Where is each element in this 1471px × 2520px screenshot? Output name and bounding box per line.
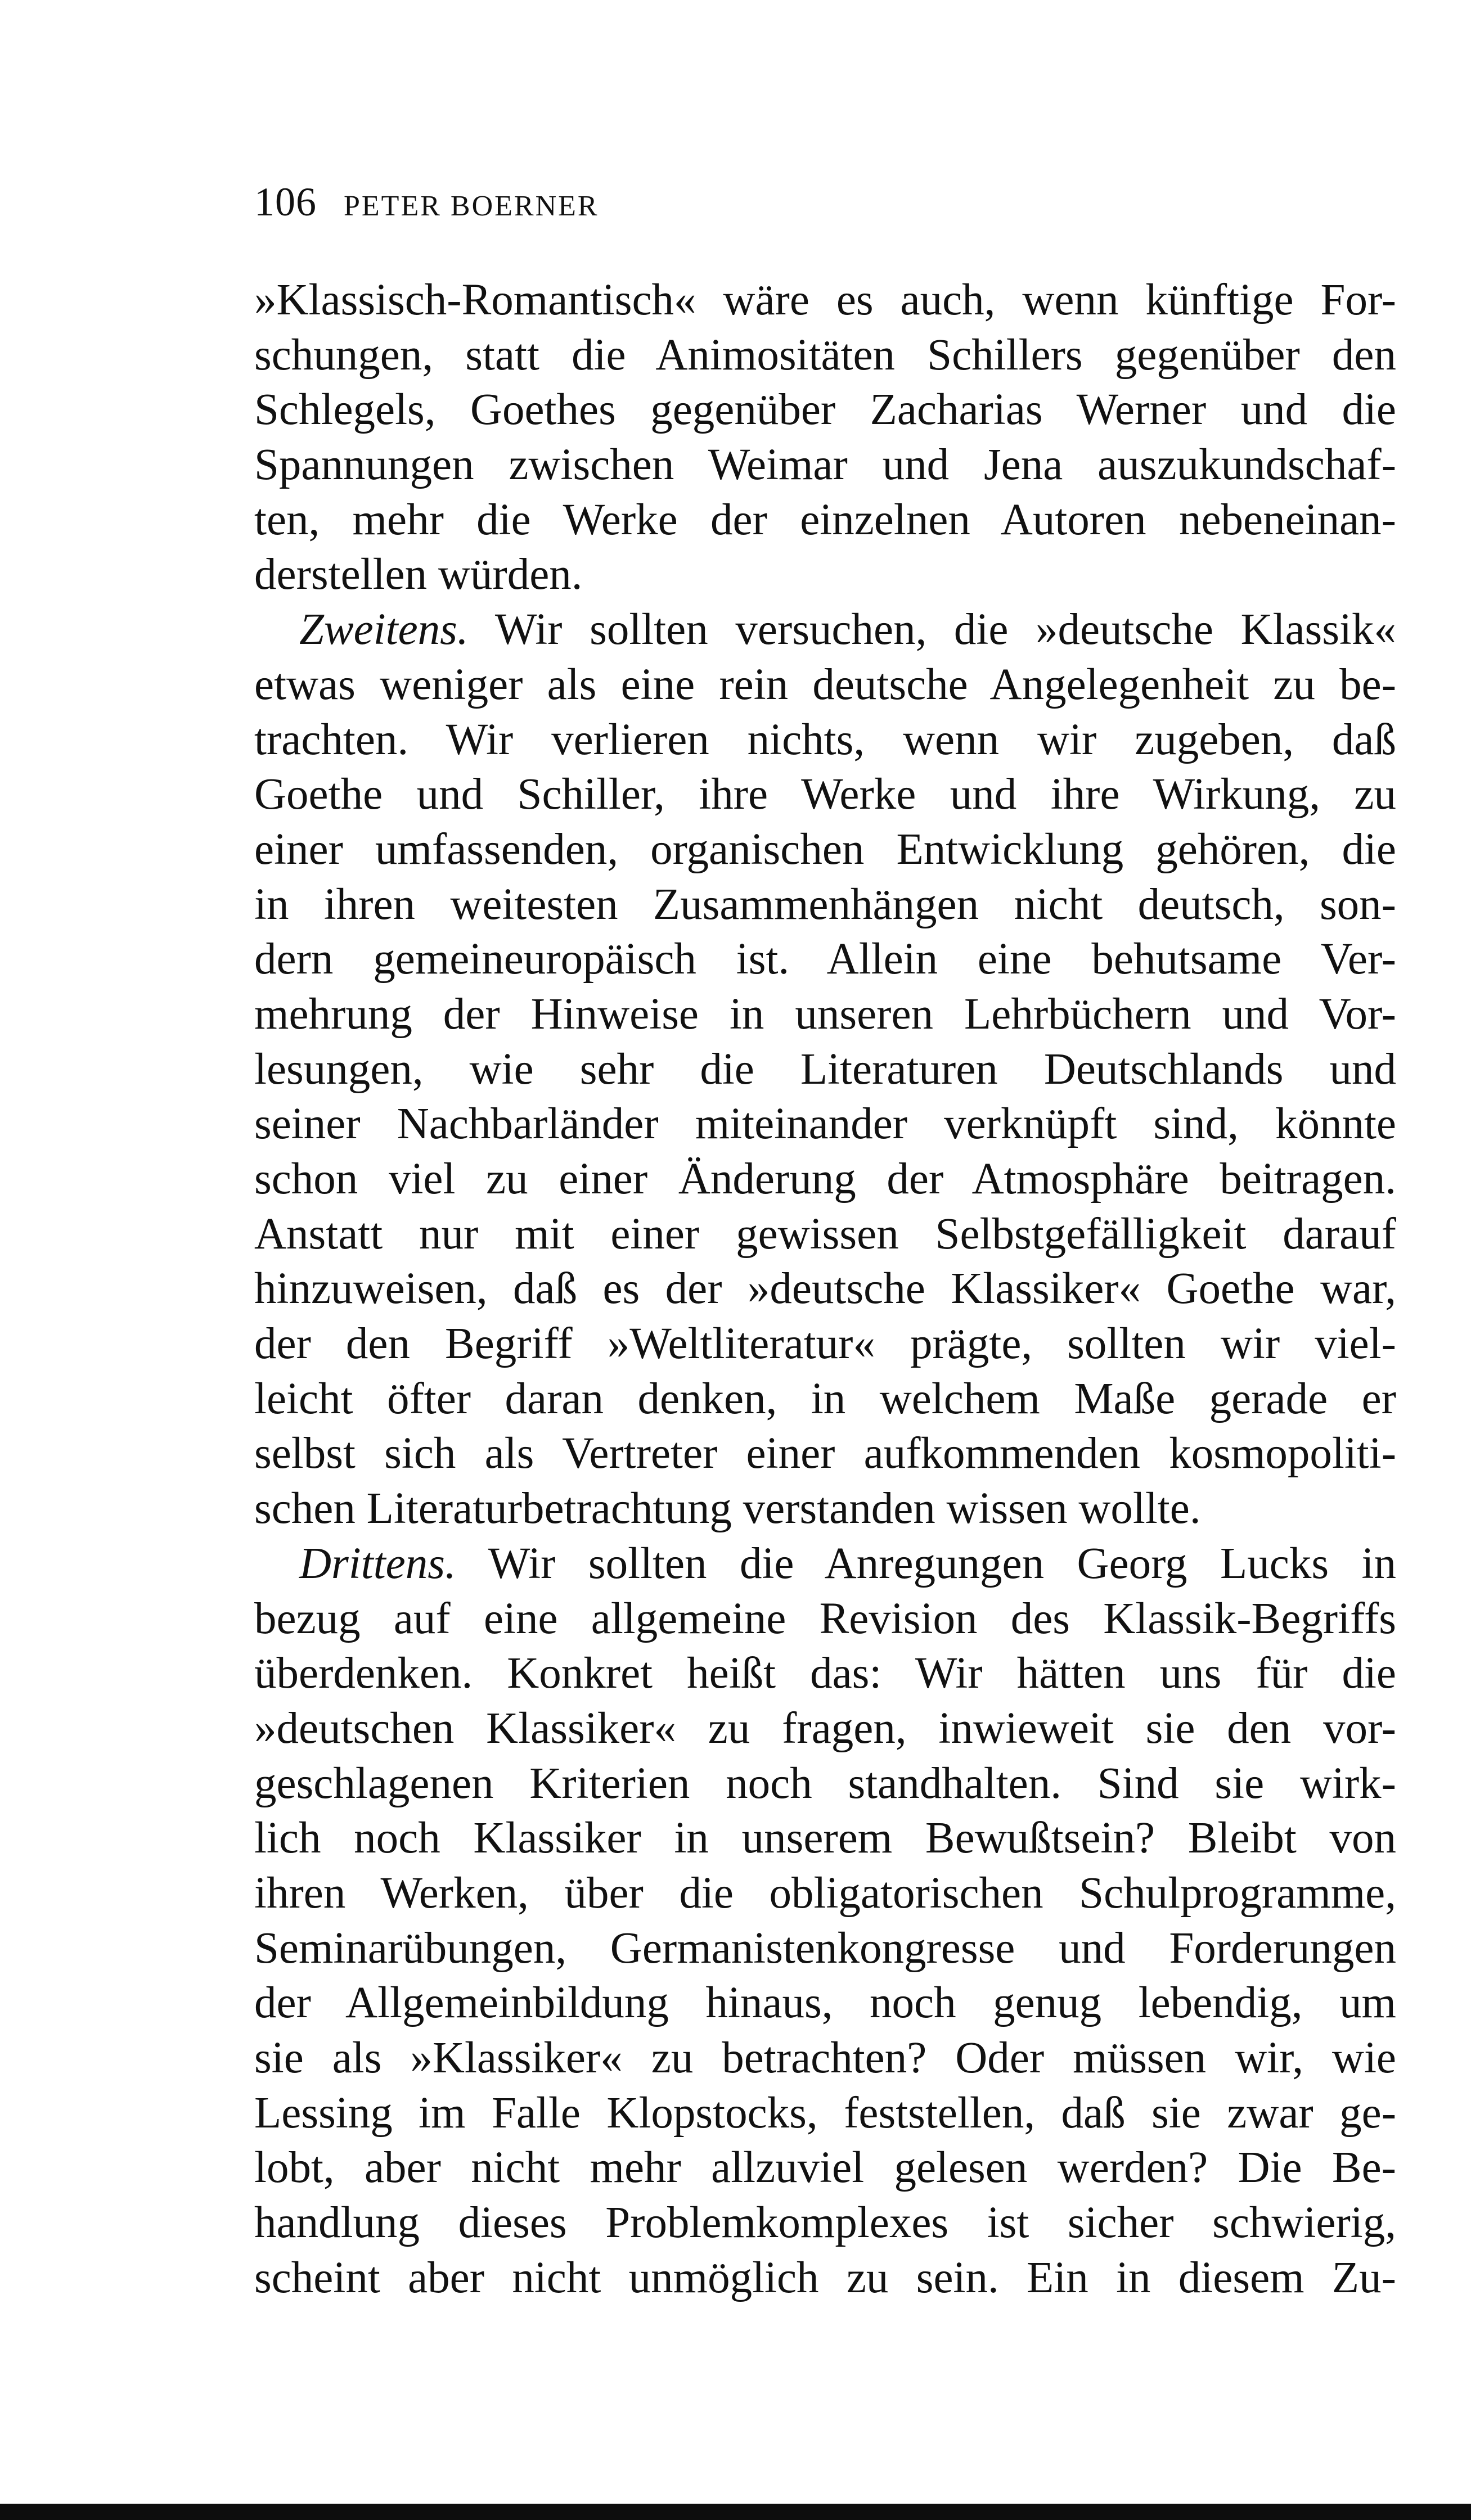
text-line: Seminarübungen, Germanistenkongresse und Forderungen [254, 1923, 1396, 1973]
text-line: leicht öfter daran denken, in welchem Maße gerade er [254, 1374, 1396, 1423]
text-line: lich noch Klassiker in unserem Bewußtsein? Bleibt von [254, 1814, 1396, 1863]
text-line: schon viel zu einer Änderung der Atmosphäre beitragen. [254, 1155, 1396, 1203]
paragraph-start-line: Zweitens. Wir sollten versuchen, die »deutsche Klassik« [299, 605, 1396, 655]
text-line: dern gemeineuropäisch ist. Allein eine behutsame Ver- [254, 935, 1396, 984]
text-line: selbst sich als Vertreter einer aufkommenden kosmopoliti- [254, 1429, 1396, 1478]
text-line: der den Begriff »Weltliteratur« prägte, sollten wir viel- [254, 1319, 1396, 1369]
text-line: ihren Werken, über die obligatorischen Schulprogramme, [254, 1868, 1396, 1918]
text-line: sie als »Klassiker« zu betrachten? Oder müssen wir, wie [254, 2034, 1396, 2082]
text-line: etwas weniger als eine rein deutsche Angelegenheit zu be- [254, 660, 1396, 709]
text-line: »Klassisch-Romantisch« wäre es auch, wenn künftige For- [254, 276, 1396, 324]
text-line: trachten. Wir verlieren nichts, wenn wir zugeben, daß [254, 715, 1396, 764]
text-line: handlung dieses Problemkomplexes ist sicher schwierig, [254, 2198, 1396, 2248]
body-text [254, 273, 1396, 2305]
text-line: derstellen würden. [254, 550, 583, 599]
page-number: 106 [254, 179, 317, 224]
scan-edge-bar [0, 2504, 1471, 2520]
text-line: lesungen, wie sehr die Literaturen Deutschlands und [254, 1044, 1396, 1094]
text-line: Spannungen zwischen Weimar und Jena auszukundschaf- [254, 440, 1396, 490]
text-line: lobt, aber nicht mehr allzuviel gelesen werden? Die Be- [254, 2143, 1396, 2193]
page-header [254, 179, 599, 229]
text-line: Goethe und Schiller, ihre Werke und ihre Wirkung, zu [254, 770, 1396, 819]
running-head: PETER BOERNER [344, 190, 599, 222]
text-line: Lessing im Falle Klopstocks, feststellen, daß sie zwar ge- [254, 2088, 1396, 2138]
text-line: in ihren weitesten Zusammenhängen nicht deutsch, son- [254, 880, 1396, 929]
text-line: ten, mehr die Werke der einzelnen Autoren nebeneinan- [254, 495, 1396, 544]
text-line: Anstatt nur mit einer gewissen Selbstgefälligkeit darauf [254, 1209, 1396, 1259]
text-line: der Allgemeinbildung hinaus, noch genug lebendig, um [254, 1978, 1396, 2028]
text-line: schen Literaturbetrachtung verstanden wissen wollte. [254, 1484, 1201, 1534]
text-line: scheint aber nicht unmöglich zu sein. Ein in diesem Zu- [254, 2253, 1396, 2302]
text-line: seiner Nachbarländer miteinander verknüpft sind, könnte [254, 1099, 1396, 1149]
paragraph-lead: Drittens. [299, 1539, 456, 1588]
text-line: bezug auf eine allgemeine Revision des Klassik-Begriffs [254, 1594, 1396, 1643]
text-line: Schlegels, Goethes gegenüber Zacharias Werner und die [254, 385, 1396, 435]
paragraph-start-line: Drittens. Wir sollten die Anregungen Georg Lucks in [299, 1539, 1396, 1588]
text-line: schungen, statt die Animositäten Schillers gegenüber den [254, 330, 1396, 380]
text-line: mehrung der Hinweise in unseren Lehrbüchern und Vor- [254, 989, 1396, 1039]
paragraph-lead: Zweitens. [299, 605, 469, 655]
text-line: einer umfassenden, organischen Entwicklung gehören, die [254, 824, 1396, 874]
text-line: hinzuweisen, daß es der »deutsche Klassiker« Goethe war, [254, 1264, 1396, 1314]
text-line: »deutschen Klassiker« zu fragen, inwieweit sie den vor- [254, 1703, 1396, 1753]
text-line: geschlagenen Kriterien noch standhalten. Sind sie wirk- [254, 1759, 1396, 1808]
text-line: überdenken. Konkret heißt das: Wir hätten uns für die [254, 1649, 1396, 1698]
